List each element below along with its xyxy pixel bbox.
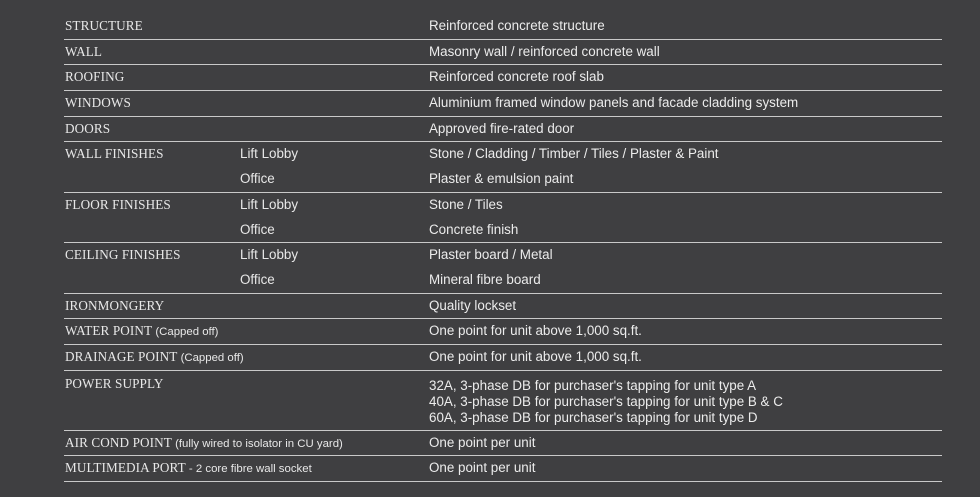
spec-category: CEILING FINISHES	[65, 247, 181, 263]
spec-row-water-point	[64, 319, 942, 345]
spec-category	[65, 349, 244, 366]
spec-category: POWER SUPPLY	[65, 375, 164, 391]
spec-value-list	[429, 378, 783, 426]
spec-category-note: (Capped off)	[155, 326, 219, 339]
spec-value: Mineral fibre board	[429, 271, 541, 287]
spec-category-note: - 2 core fibre wall socket	[188, 463, 312, 476]
spec-value: 40A, 3-phase DB for purchaser's tapping for unit type B & C	[429, 393, 783, 409]
spec-category-label: WATER POINT	[65, 323, 152, 339]
spec-category	[65, 435, 343, 452]
spec-value: Masonry wall / reinforced concrete wall	[429, 43, 660, 59]
spec-category	[65, 460, 312, 477]
spec-row-ironmongery	[64, 294, 942, 320]
spec-category-label: MULTIMEDIA PORT	[65, 460, 186, 476]
spec-row-roofing	[64, 65, 942, 91]
spec-category-note: (Capped off)	[180, 351, 244, 364]
spec-category-label: AIR COND POINT	[65, 434, 172, 450]
spec-value: 32A, 3-phase DB for purchaser's tapping for unit type A	[429, 377, 757, 393]
spec-category	[65, 323, 218, 340]
spec-row-power-supply	[64, 371, 942, 431]
spec-row-wall-finishes	[64, 142, 942, 192]
spec-value: Approved fire-rated door	[429, 120, 575, 136]
spec-value: Aluminium framed window panels and facade cladding system	[429, 95, 799, 111]
spec-value: Plaster board / Metal	[429, 247, 553, 263]
spec-category: WINDOWS	[65, 95, 131, 111]
spec-value: Stone / Tiles	[429, 196, 503, 212]
spec-value: One point for unit above 1,000 sq.ft.	[429, 323, 642, 339]
spec-category: DOORS	[65, 120, 111, 136]
spec-row-drainage-point	[64, 345, 942, 371]
spec-row-windows	[64, 91, 942, 117]
spec-category-label: DRAINAGE POINT	[65, 348, 178, 364]
spec-category: WALL FINISHES	[65, 146, 164, 162]
spec-row-air-cond-point	[64, 431, 942, 457]
spec-category: IRONMONGERY	[65, 297, 165, 313]
spec-category: ROOFING	[65, 69, 125, 85]
spec-row-structure	[64, 14, 942, 40]
spec-value: Stone / Cladding / Timber / Tiles / Plaster & Paint	[429, 146, 719, 162]
spec-value: Reinforced concrete structure	[429, 18, 605, 33]
specifications-table	[64, 14, 942, 482]
spec-value: Reinforced concrete roof slab	[429, 69, 604, 85]
spec-category: STRUCTURE	[65, 18, 143, 33]
spec-value: One point per unit	[429, 460, 536, 476]
spec-value: Plaster & emulsion paint	[429, 171, 574, 187]
spec-value: One point per unit	[429, 434, 536, 450]
spec-value: 60A, 3-phase DB for purchaser's tapping for unit type D	[429, 409, 758, 425]
spec-row-ceiling-finishes	[64, 243, 942, 293]
spec-row-doors	[64, 117, 942, 143]
spec-subcategory: Office	[240, 171, 275, 187]
spec-value: One point for unit above 1,000 sq.ft.	[429, 348, 642, 364]
spec-subcategory: Lift Lobby	[240, 146, 299, 162]
spec-subcategory: Office	[240, 271, 275, 287]
spec-subcategory: Lift Lobby	[240, 196, 299, 212]
spec-row-wall	[64, 40, 942, 66]
spec-category-note: (fully wired to isolator in CU yard)	[175, 437, 343, 450]
spec-value: Concrete finish	[429, 221, 519, 237]
spec-category: WALL	[65, 43, 103, 59]
spec-row-floor-finishes	[64, 193, 942, 243]
spec-value: Quality lockset	[429, 297, 517, 313]
spec-row-multimedia-port	[64, 456, 942, 482]
spec-subcategory: Office	[240, 221, 275, 237]
spec-subcategory: Lift Lobby	[240, 247, 299, 263]
spec-category: FLOOR FINISHES	[65, 196, 171, 212]
